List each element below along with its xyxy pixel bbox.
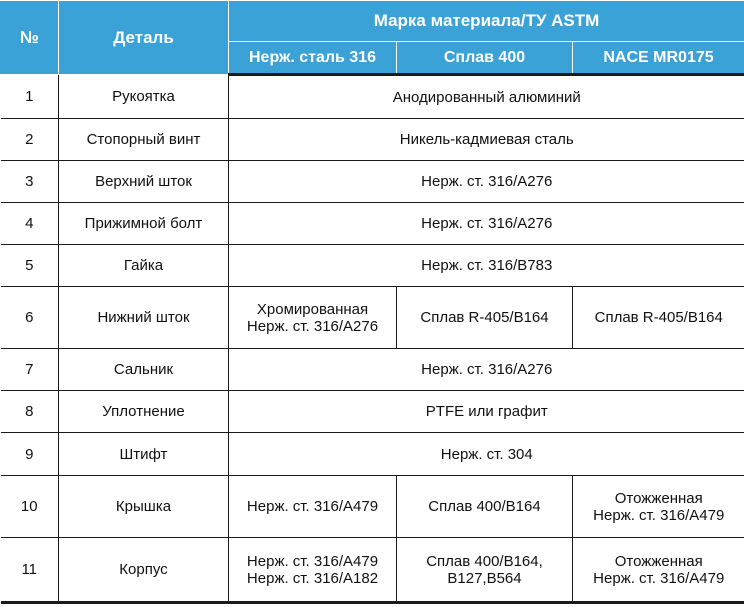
row-number: 1 [1,75,59,119]
row-number: 3 [1,161,59,203]
row-part: Прижимной болт [59,203,229,245]
row-material-all: PTFE или графит [229,391,744,433]
table-row [1,391,744,433]
row-part: Стопорный винт [59,119,229,161]
table-row [1,75,744,119]
row-material-all: Нерж. ст. 304 [229,433,744,476]
table-row [1,476,744,538]
row-material-all: Нерж. ст. 316/A276 [229,161,744,203]
cell-line: Сплав R-405/B164 [420,309,549,326]
header-alloy400: Сплав 400 [397,42,573,75]
cell-line: Сплав 400/B164 [428,498,541,515]
cell-line: Отожженная [614,552,703,570]
cell-line: B127,B564 [447,569,522,587]
row-number: 4 [1,203,59,245]
row-number: 7 [1,349,59,391]
cell-line: Хромированная [256,300,369,318]
cell-line: Нерж. ст. 316/A276 [246,317,379,335]
table-row [1,287,744,349]
row-part: Верхний шток [59,161,229,203]
table-row [1,245,744,287]
header-number: № [1,1,59,75]
cell-line: Нерж. ст. 316/A182 [246,569,379,587]
row-part: Сальник [59,349,229,391]
row-part: Крышка [59,476,229,538]
row-part: Штифт [59,433,229,476]
row-part: Корпус [59,538,229,603]
cell-line: Нерж. ст. 316/A479 [593,506,725,524]
row-material-all: Нерж. ст. 316/B783 [229,245,744,287]
row-material-alloy400 [397,538,573,603]
header-ss316: Нерж. сталь 316 [229,42,397,75]
table-row [1,119,744,161]
row-number: 8 [1,391,59,433]
row-material-all: Никель-кадмиевая сталь [229,119,744,161]
row-number: 11 [1,538,59,603]
row-number: 10 [1,476,59,538]
cell-line: Сплав R-405/B164 [594,309,723,326]
row-material-ss316 [229,538,397,603]
table-row [1,538,744,603]
row-number: 9 [1,433,59,476]
row-part: Рукоятка [59,75,229,119]
cell-line: Нерж. ст. 316/A479 [593,569,725,587]
header-material-group: Марка материала/ТУ ASTM [229,1,744,42]
table-header [1,1,744,75]
row-number: 2 [1,119,59,161]
row-number: 6 [1,287,59,349]
row-material-ss316 [229,476,397,538]
row-material-ss316 [229,287,397,349]
table-body [1,75,744,603]
table-row [1,349,744,391]
row-material-all: Анодированный алюминий [229,75,744,119]
cell-line: Нерж. ст. 316/A479 [246,498,379,515]
row-material-alloy400 [397,476,573,538]
cell-line: Сплав 400/B164, [426,552,543,570]
table-row [1,203,744,245]
row-material-nace [573,287,744,349]
row-part: Нижний шток [59,287,229,349]
row-material-nace [573,538,744,603]
cell-line: Нерж. ст. 316/A479 [246,552,379,570]
row-part: Гайка [59,245,229,287]
header-nace: NACE MR0175 [573,42,744,75]
row-material-all: Нерж. ст. 316/A276 [229,349,744,391]
row-number: 5 [1,245,59,287]
row-material-all: Нерж. ст. 316/A276 [229,203,744,245]
row-part: Уплотнение [59,391,229,433]
table-row [1,161,744,203]
header-part: Деталь [59,1,229,75]
row-material-alloy400 [397,287,573,349]
table-row [1,433,744,476]
row-material-nace [573,476,744,538]
cell-line: Отожженная [614,489,703,507]
